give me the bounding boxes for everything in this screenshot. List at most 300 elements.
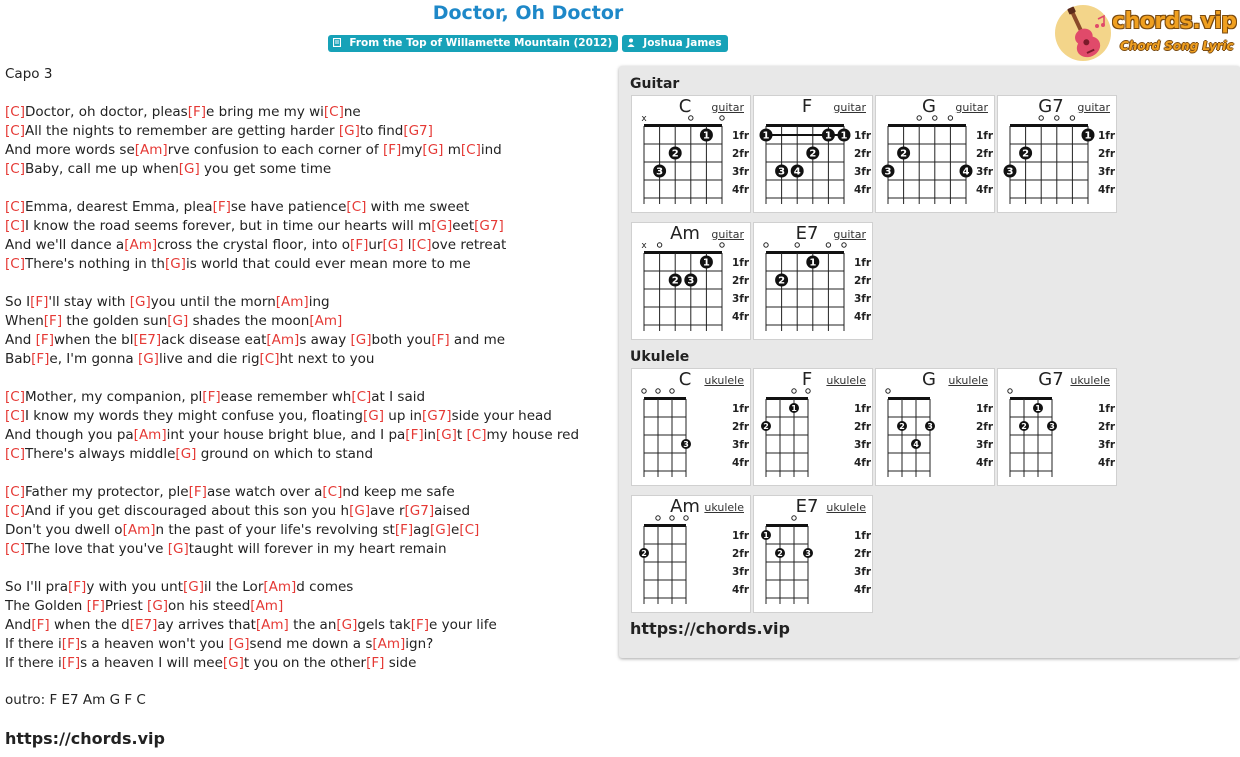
lyric-text: and me <box>449 332 506 348</box>
chord-tag[interactable]: [G7] <box>403 123 433 139</box>
lyric-line <box>5 445 610 464</box>
ukulele-chord-card-g[interactable] <box>875 368 995 486</box>
finger-number: 1 <box>809 257 817 269</box>
open-string-marker <box>670 389 674 393</box>
fret-label: 4fr <box>854 184 872 196</box>
nut <box>644 124 722 127</box>
chord-tag[interactable]: [G] <box>129 294 151 310</box>
lyric-text: If there i <box>5 636 62 652</box>
fret-label: 3fr <box>1098 166 1116 178</box>
chord-tag[interactable]: [F] <box>187 104 207 120</box>
nut <box>766 251 844 254</box>
finger-number: 2 <box>900 148 908 160</box>
lyric-text: e bring me my wi <box>206 104 324 120</box>
instrument-link[interactable]: guitar <box>955 101 988 114</box>
lyric-line <box>5 103 610 122</box>
lyric-text: send me down a s <box>249 636 373 652</box>
chord-tag[interactable]: [E7] <box>133 332 162 348</box>
chord-tag[interactable]: [G] <box>167 313 189 329</box>
lyric-text: ag <box>413 522 430 538</box>
chord-tag[interactable]: [G] <box>431 218 453 234</box>
chord-tag[interactable]: [G] <box>228 636 250 652</box>
chord-tag[interactable]: [F] <box>405 427 424 443</box>
chord-tag[interactable]: [G] <box>435 427 457 443</box>
chord-tag[interactable]: [G] <box>222 655 244 671</box>
lyric-text: ease remember wh <box>220 389 352 405</box>
lyric-text: ind <box>480 142 502 158</box>
fret-label: 4fr <box>732 584 750 596</box>
chord-name: G <box>922 96 936 117</box>
chord-tag[interactable]: [G7] <box>474 218 504 234</box>
chord-tag[interactable]: [F] <box>382 142 402 158</box>
chord-name: F <box>801 96 813 117</box>
muted-string-marker: x <box>641 241 647 251</box>
chord-tag[interactable]: [C] <box>5 446 25 462</box>
fret-label: 2fr <box>854 275 872 287</box>
open-string-marker <box>1055 116 1059 120</box>
fret-label: 4fr <box>976 184 994 196</box>
stanza-gap <box>5 559 610 578</box>
chord-tag[interactable]: [C] <box>5 199 25 215</box>
open-string-marker <box>720 243 724 247</box>
ukulele-chord-card-c[interactable] <box>631 368 751 486</box>
chord-tag[interactable]: [Am] <box>263 579 297 595</box>
fret-label: 4fr <box>854 311 872 323</box>
lyric-text: is world that could ever mean more to me <box>185 256 471 272</box>
nut <box>766 397 808 400</box>
finger-number: 2 <box>641 549 647 558</box>
fret-label: 3fr <box>732 293 750 305</box>
chord-tag[interactable]: [Am] <box>124 237 158 253</box>
instrument-link[interactable]: ukulele <box>948 374 988 387</box>
nut <box>888 124 966 127</box>
lyric-text: Don't you dwell o <box>5 522 123 538</box>
chord-tag[interactable]: [C] <box>5 484 25 500</box>
fret-label: 3fr <box>732 166 750 178</box>
fret-label: 4fr <box>1098 184 1116 196</box>
open-string-marker <box>764 243 768 247</box>
chord-tag[interactable]: [E7] <box>129 617 158 633</box>
finger-number: 3 <box>1049 422 1055 431</box>
lyric-line <box>5 122 610 141</box>
lyric-text: e your life <box>429 617 497 633</box>
fret-label: 1fr <box>1098 130 1116 142</box>
chord-tag[interactable]: [Am] <box>255 617 289 633</box>
chord-tag[interactable]: [G7] <box>421 408 452 424</box>
open-string-marker <box>792 516 796 520</box>
lyrics-body <box>5 103 610 673</box>
chord-tag[interactable]: [G] <box>147 598 169 614</box>
open-string-marker <box>657 243 661 247</box>
open-string-marker <box>917 116 921 120</box>
chord-tag[interactable]: [C] <box>459 522 480 538</box>
fret-label: 2fr <box>732 148 750 160</box>
lyric-text: ign? <box>405 636 434 652</box>
chord-name: E7 <box>795 223 819 244</box>
fretboard-diagram <box>754 496 874 614</box>
chord-tag[interactable]: [G] <box>137 351 159 367</box>
lyric-text: nd keep me safe <box>342 484 455 500</box>
fret-label: 1fr <box>732 257 750 269</box>
lyric-text: And though you pa <box>5 427 134 443</box>
guitar-logo-icon <box>1054 3 1114 63</box>
open-string-marker <box>720 116 724 120</box>
finger-number: 3 <box>1006 166 1014 178</box>
chord-tag[interactable]: [C] <box>5 218 25 234</box>
finger-number: 2 <box>671 148 679 160</box>
chord-tag[interactable]: [C] <box>5 104 25 120</box>
chord-tag[interactable]: [G] <box>178 161 200 177</box>
chord-tag[interactable]: [Am] <box>133 427 167 443</box>
lyric-text: ave r <box>370 503 405 519</box>
guitar-chord-card-f[interactable] <box>753 95 873 213</box>
finger-number: 1 <box>1084 130 1092 142</box>
chord-tag[interactable]: [C] <box>346 199 367 215</box>
fret-label: 2fr <box>1098 148 1116 160</box>
artist-badge[interactable] <box>622 35 727 52</box>
open-string-marker <box>656 389 660 393</box>
lyric-text: ay arrives that <box>157 617 256 633</box>
lyric-text: shades the moon <box>188 313 310 329</box>
lyric-text: And more words se <box>5 142 135 158</box>
finger-number: 3 <box>683 440 689 449</box>
open-string-marker <box>806 389 810 393</box>
lyric-text: cross the crystal floor, into o <box>157 237 351 253</box>
fretboard-diagram <box>876 369 996 487</box>
lyric-text: I know the road seems forever, but in time our hearts will m <box>24 218 432 234</box>
guitar-section-title: Guitar <box>630 76 680 92</box>
nut <box>644 251 722 254</box>
instrument-link[interactable]: guitar <box>833 228 866 241</box>
lyric-line <box>5 331 610 350</box>
ukulele-chord-card-g7[interactable] <box>997 368 1117 486</box>
open-string-marker <box>1039 116 1043 120</box>
chord-name: Am <box>670 496 700 517</box>
finger-number: 1 <box>840 130 848 142</box>
lyric-text: rve confusion to each corner of <box>167 142 383 158</box>
finger-number: 3 <box>687 275 695 287</box>
instrument-link[interactable]: ukulele <box>704 374 744 387</box>
lyric-text: e <box>451 522 460 538</box>
chord-tag[interactable]: [C] <box>466 427 487 443</box>
chord-tag[interactable]: [C] <box>5 408 25 424</box>
chord-tag[interactable]: [F] <box>31 351 50 367</box>
lyric-line <box>5 350 610 369</box>
chord-tag[interactable]: [F] <box>212 199 231 215</box>
fretboard-diagram <box>754 223 874 341</box>
chord-tag[interactable]: [G] <box>175 446 197 462</box>
chord-tag[interactable]: [G7] <box>404 503 435 519</box>
fret-label: 2fr <box>732 421 750 433</box>
fret-label: 4fr <box>732 457 750 469</box>
lyric-text: ur <box>368 237 383 253</box>
chord-tag[interactable]: [G] <box>362 408 384 424</box>
lyric-text: Father my protector, ple <box>24 484 189 500</box>
finger-number: 3 <box>778 166 786 178</box>
guitar-chord-card-am[interactable] <box>631 222 751 340</box>
chord-tag[interactable]: [F] <box>30 294 49 310</box>
fret-label: 2fr <box>976 421 994 433</box>
chord-tag[interactable]: [C] <box>5 389 25 405</box>
chord-name: C <box>678 96 692 117</box>
stanza-gap <box>5 274 610 293</box>
nut <box>888 397 930 400</box>
instrument-link[interactable]: guitar <box>1077 101 1110 114</box>
lyric-line <box>5 521 610 540</box>
guitar-chord-card-e7[interactable] <box>753 222 873 340</box>
chord-tag[interactable]: [F] <box>31 617 50 633</box>
fret-label: 2fr <box>732 275 750 287</box>
fret-label: 2fr <box>1098 421 1116 433</box>
fret-label: 2fr <box>854 548 872 560</box>
finger-number: 3 <box>805 549 811 558</box>
chord-name: Am <box>670 223 700 244</box>
chord-tag[interactable]: [C] <box>322 484 343 500</box>
chord-diagram-panel <box>619 66 1240 658</box>
site-url-left[interactable]: https://chords.vip <box>5 729 165 748</box>
chord-tag[interactable]: [F] <box>86 598 105 614</box>
lyric-text: And if you get discouraged about this son you h <box>24 503 350 519</box>
finger-number: 2 <box>899 422 905 431</box>
album-badge[interactable] <box>328 35 618 52</box>
capo-label: Capo 3 <box>5 66 53 82</box>
lyric-text: t you on the other <box>243 655 367 671</box>
chord-tag[interactable]: [F] <box>410 617 430 633</box>
chord-tag[interactable]: [Am] <box>122 522 156 538</box>
finger-number: 3 <box>656 166 664 178</box>
lyric-line <box>5 312 610 331</box>
site-logo[interactable] <box>1054 3 1237 63</box>
chord-tag[interactable]: [G] <box>338 123 360 139</box>
fret-label: 2fr <box>854 421 872 433</box>
fretboard-diagram <box>632 96 752 214</box>
lyric-line <box>5 540 610 559</box>
lyric-text: m <box>443 142 461 158</box>
chord-name: E7 <box>795 496 819 517</box>
chord-tag[interactable]: [G] <box>349 503 371 519</box>
instrument-link[interactable]: ukulele <box>826 374 866 387</box>
lyric-text: to find <box>359 123 404 139</box>
lyric-line <box>5 198 610 217</box>
instrument-link[interactable]: guitar <box>833 101 866 114</box>
chord-tag[interactable]: [C] <box>5 123 25 139</box>
lyric-line <box>5 293 610 312</box>
lyric-line <box>5 426 610 445</box>
instrument-link[interactable]: guitar <box>711 228 744 241</box>
chord-name: F <box>801 369 813 390</box>
guitar-chord-card-c[interactable] <box>631 95 751 213</box>
instrument-link[interactable]: ukulele <box>826 501 866 514</box>
lyric-text: Priest <box>104 598 148 614</box>
lyric-text: And <box>5 617 32 633</box>
fret-label: 3fr <box>854 293 872 305</box>
finger-number: 4 <box>962 166 970 178</box>
lyric-text: ht next to you <box>279 351 375 367</box>
instrument-link[interactable]: ukulele <box>1070 374 1110 387</box>
open-string-marker <box>684 516 688 520</box>
chord-tag[interactable]: [Am] <box>275 294 309 310</box>
fret-label: 3fr <box>732 566 750 578</box>
fretboard-diagram <box>632 369 752 487</box>
finger-number: 4 <box>913 440 919 449</box>
open-string-marker <box>886 389 890 393</box>
chord-tag[interactable]: [G] <box>183 579 205 595</box>
finger-number: 2 <box>778 275 786 287</box>
chord-tag[interactable]: [F] <box>431 332 450 348</box>
lyric-line <box>5 483 610 502</box>
lyric-text: in <box>423 427 436 443</box>
chord-tag[interactable]: [F] <box>394 522 414 538</box>
chord-tag[interactable]: [Am] <box>266 332 300 348</box>
chord-tag[interactable]: [G] <box>430 522 451 538</box>
chord-tag[interactable]: [F] <box>61 655 81 671</box>
fret-label: 1fr <box>854 403 872 415</box>
finger-number: 3 <box>884 166 892 178</box>
chord-tag[interactable]: [G] <box>382 237 404 253</box>
ukulele-chord-card-f[interactable] <box>753 368 873 486</box>
chord-tag[interactable]: [G] <box>350 332 372 348</box>
site-url-right[interactable]: https://chords.vip <box>630 619 790 638</box>
open-string-marker <box>656 516 660 520</box>
fretboard-diagram <box>632 223 752 341</box>
chord-tag[interactable]: [G] <box>164 256 186 272</box>
chord-tag[interactable]: [C] <box>5 541 25 557</box>
chord-tag[interactable]: [Am] <box>134 142 168 158</box>
instrument-link[interactable]: guitar <box>711 101 744 114</box>
lyric-text: int your house bright blue, and I pa <box>166 427 406 443</box>
chord-tag[interactable]: [C] <box>5 256 25 272</box>
lyric-text: Emma, dearest Emma, plea <box>24 199 213 215</box>
lyric-text: s away <box>299 332 351 348</box>
stanza-gap <box>5 464 610 483</box>
chord-tag[interactable]: [F] <box>188 484 207 500</box>
finger-number: 2 <box>809 148 817 160</box>
fret-label: 4fr <box>1098 457 1116 469</box>
chord-tag[interactable]: [C] <box>323 104 344 120</box>
finger-number: 3 <box>927 422 933 431</box>
album-badge-label: From the Top of Willamette Mountain (2012) <box>349 37 613 49</box>
fret-label: 3fr <box>976 439 994 451</box>
lyric-text: side <box>384 655 417 671</box>
lyric-line <box>5 616 610 635</box>
finger-number: 4 <box>793 166 801 178</box>
lyric-text: il the Lor <box>204 579 264 595</box>
lyric-text: the golden sun <box>62 313 168 329</box>
finger-number: 1 <box>791 404 797 413</box>
lyric-text: All the nights to remember are getting harder <box>24 123 339 139</box>
lyric-text: on his steed <box>168 598 251 614</box>
chord-tag[interactable]: [F] <box>35 332 54 348</box>
lyric-text: my <box>401 142 423 158</box>
fret-label: 1fr <box>976 130 994 142</box>
logo-subtext: Chord Song Lyric <box>1120 39 1234 53</box>
chord-tag[interactable]: [F] <box>68 579 87 595</box>
outro-line: outro: F E7 Am G F C <box>5 692 146 708</box>
fret-label: 3fr <box>1098 439 1116 451</box>
lyric-line <box>5 502 610 521</box>
chord-tag[interactable]: [F] <box>350 237 369 253</box>
lyric-text: you get some time <box>199 161 332 177</box>
chord-tag[interactable]: [F] <box>366 655 385 671</box>
chord-tag[interactable]: [C] <box>259 351 280 367</box>
chord-tag[interactable]: [C] <box>5 503 25 519</box>
fret-label: 3fr <box>854 166 872 178</box>
finger-number: 2 <box>671 275 679 287</box>
guitar-chord-card-g[interactable] <box>875 95 995 213</box>
fret-label: 4fr <box>732 311 750 323</box>
finger-number: 1 <box>1035 404 1041 413</box>
fret-label: 1fr <box>854 257 872 269</box>
lyric-text: I know my words they might confuse you, floating <box>24 408 363 424</box>
fretboard-diagram <box>754 369 874 487</box>
ukulele-section-title: Ukulele <box>630 349 690 365</box>
lyric-line <box>5 217 610 236</box>
finger-number: 1 <box>763 531 769 540</box>
nut <box>1010 397 1052 400</box>
chord-tag[interactable]: [C] <box>351 389 372 405</box>
lyric-text: t <box>456 427 467 443</box>
song-badges <box>0 35 1056 52</box>
lyric-text: when the bl <box>53 332 134 348</box>
fretboard-diagram <box>876 96 996 214</box>
lyric-text: s a heaven won't you <box>80 636 229 652</box>
chord-tag[interactable]: [Am] <box>372 636 406 652</box>
chord-tag[interactable]: [G] <box>167 541 189 557</box>
stanza-gap <box>5 369 610 388</box>
guitar-chord-card-g7[interactable] <box>997 95 1117 213</box>
lyric-line <box>5 654 610 673</box>
chord-tag[interactable]: [C] <box>411 237 432 253</box>
instrument-link[interactable]: ukulele <box>704 501 744 514</box>
chord-tag[interactable]: [F] <box>202 389 221 405</box>
lyric-text: Bab <box>5 351 32 367</box>
lyric-text: ove retreat <box>431 237 507 253</box>
lyric-text: d comes <box>296 579 354 595</box>
lyric-text: side your head <box>451 408 552 424</box>
ukulele-chord-card-am[interactable] <box>631 495 751 613</box>
chord-tag[interactable]: [C] <box>460 142 481 158</box>
open-string-marker <box>795 243 799 247</box>
lyric-text: When <box>5 313 44 329</box>
lyric-text: up in <box>383 408 422 424</box>
chord-tag[interactable]: [F] <box>43 313 63 329</box>
chord-tag[interactable]: [F] <box>61 636 81 652</box>
lyric-line <box>5 578 610 597</box>
fret-label: 1fr <box>1098 403 1116 415</box>
fret-label: 1fr <box>732 403 750 415</box>
nut <box>1010 124 1088 127</box>
lyric-text: both you <box>371 332 432 348</box>
fretboard-diagram <box>754 96 874 214</box>
chord-tag[interactable]: [Am] <box>309 313 343 329</box>
chord-tag[interactable]: [Am] <box>250 598 284 614</box>
lyric-text: the an <box>288 617 337 633</box>
chord-name: C <box>678 369 692 390</box>
chord-tag[interactable]: [G] <box>422 142 444 158</box>
finger-number: 2 <box>777 549 783 558</box>
chord-tag[interactable]: [C] <box>5 161 25 177</box>
lyric-text: with me sweet <box>366 199 470 215</box>
artist-badge-label: Joshua James <box>643 37 722 49</box>
ukulele-chord-card-e7[interactable] <box>753 495 873 613</box>
chord-tag[interactable]: [G] <box>336 617 358 633</box>
nut <box>644 524 686 527</box>
nut <box>766 124 844 127</box>
lyric-text: eet <box>452 218 475 234</box>
fret-label: 3fr <box>732 439 750 451</box>
lyric-text: The Golden <box>5 598 87 614</box>
fret-label: 1fr <box>854 530 872 542</box>
